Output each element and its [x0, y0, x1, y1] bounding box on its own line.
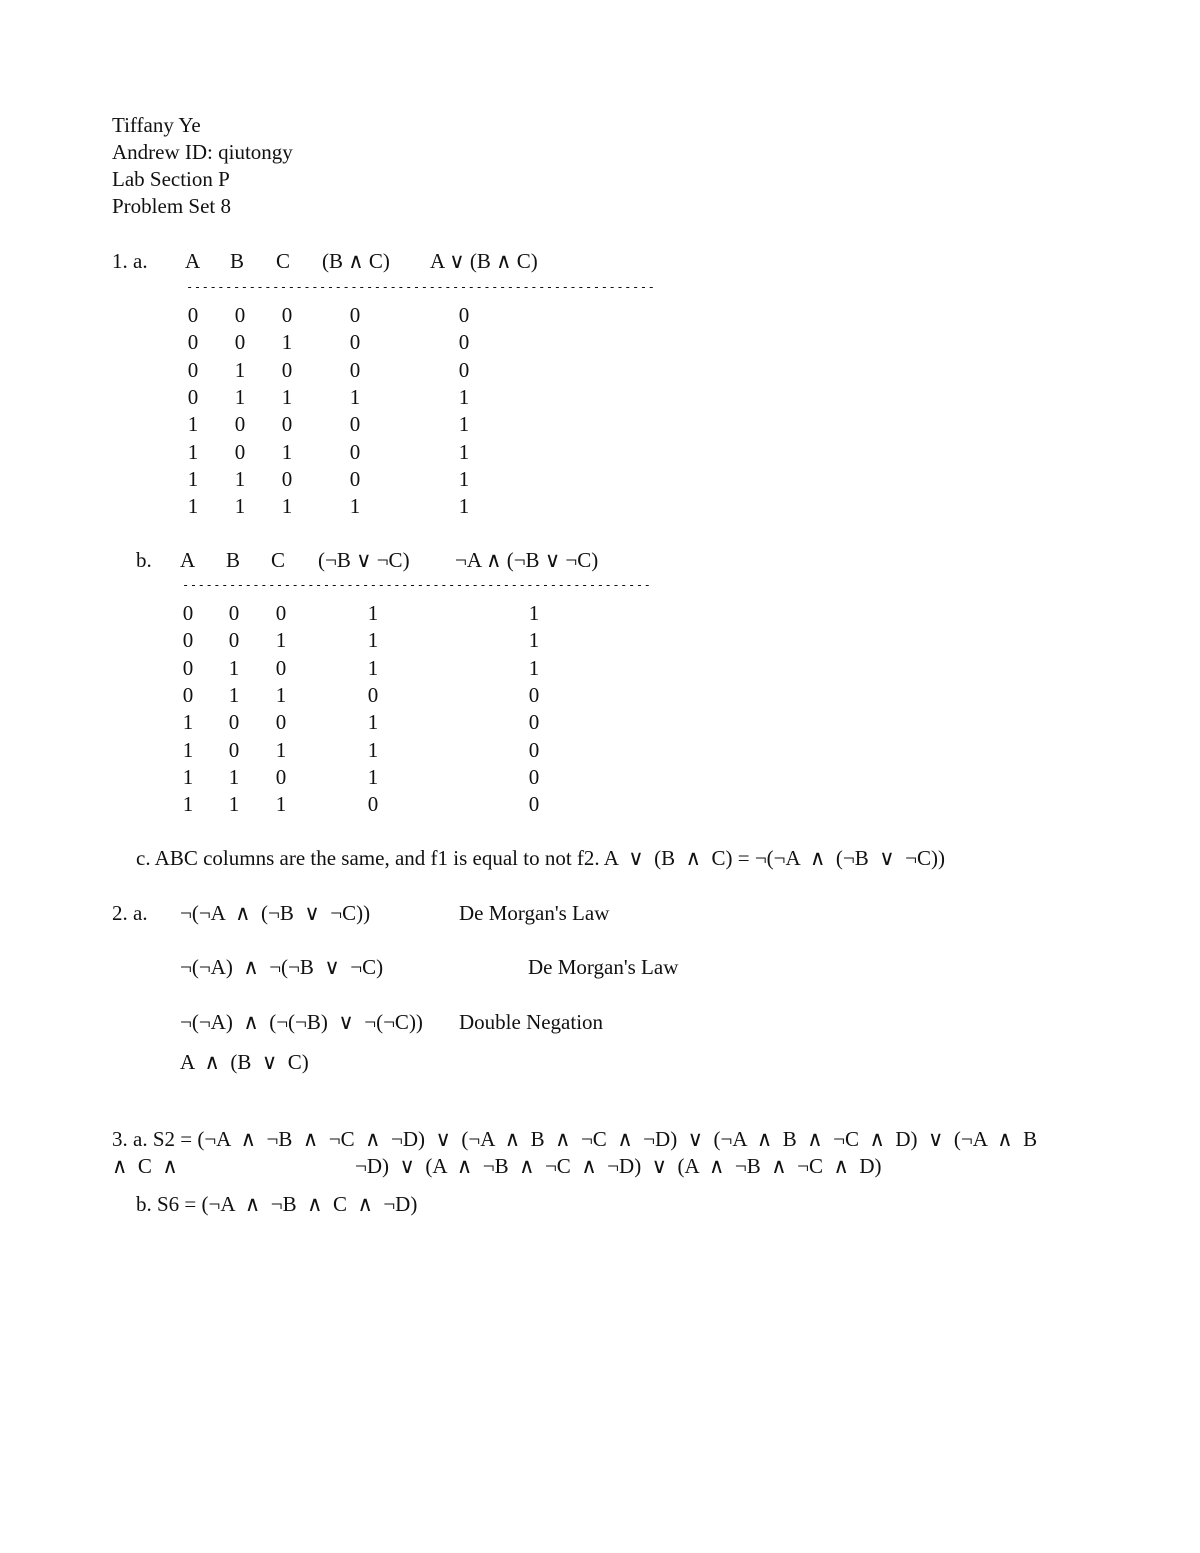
table-cell: 1 — [367, 764, 379, 789]
table-cell: 0 — [187, 303, 199, 327]
table-cell: 1 — [528, 655, 540, 680]
table-cell: 1 — [234, 357, 246, 382]
lab-section: Lab Section P — [112, 167, 230, 191]
table-cell: 0 — [281, 466, 293, 491]
table-cell: 0 — [182, 601, 194, 625]
table-cell: 0 — [234, 439, 246, 464]
table-cell: 0 — [367, 792, 379, 817]
table-cell: 1 — [234, 384, 246, 409]
table-cell: 1 — [275, 792, 287, 817]
table-cell: 0 — [349, 357, 361, 382]
table-cell: 1 — [281, 494, 293, 519]
table-cell: 1 — [228, 655, 240, 680]
proof-step-2-rule: De Morgan's Law — [528, 955, 679, 979]
table-cell: 0 — [187, 384, 199, 409]
column-header: C — [276, 249, 291, 273]
table-cell: 1 — [528, 628, 540, 653]
q3a-line-2-left: ∧ C ∧ — [112, 1154, 178, 1178]
column-header: (B ∧ C) — [322, 249, 390, 273]
table-cell: 0 — [187, 357, 199, 382]
table-cell: 1 — [228, 682, 240, 707]
table-cell: 1 — [349, 384, 361, 409]
header-divider: ------------------------------------------------------------ — [182, 578, 652, 592]
column-header: ¬A ∧ (¬B ∨ ¬C) — [455, 548, 599, 572]
column-header: A — [185, 249, 201, 273]
table-cell: 0 — [182, 628, 194, 653]
table-cell: 0 — [367, 682, 379, 707]
table-cell: 0 — [228, 710, 240, 735]
table-cell: 0 — [528, 737, 540, 762]
table-cell: 1 — [228, 764, 240, 789]
table-cell: 1 — [182, 737, 194, 762]
table-cell: 0 — [528, 682, 540, 707]
table-cell: 0 — [458, 303, 470, 327]
table-cell: 0 — [228, 737, 240, 762]
table-cell: 1 — [182, 710, 194, 735]
table-cell: 0 — [281, 412, 293, 437]
table-cell: 0 — [281, 303, 293, 327]
table-cell: 1 — [367, 628, 379, 653]
table-cell: 0 — [275, 601, 287, 625]
table-cell: 1 — [281, 384, 293, 409]
table-cell: 0 — [349, 303, 361, 327]
table-cell: 1 — [281, 330, 293, 355]
column-header: B — [226, 548, 241, 572]
q3a-line-2-right: ¬D) ∨ (A ∧ ¬B ∧ ¬C ∧ ¬D) ∨ (A ∧ ¬B ∧ ¬C ∧ D) — [355, 1154, 882, 1178]
table-cell: 0 — [234, 303, 246, 327]
table-cell: 1 — [458, 466, 470, 491]
column-header: B — [230, 249, 245, 273]
table-cell: 1 — [458, 439, 470, 464]
table-cell: 1 — [187, 494, 199, 519]
table-cell: 0 — [228, 628, 240, 653]
table-cell: 1 — [528, 601, 540, 625]
table-cell: 1 — [367, 601, 379, 625]
table-cell: 0 — [281, 357, 293, 382]
column-header: A — [180, 548, 196, 572]
table-cell: 0 — [349, 330, 361, 355]
table-cell: 0 — [458, 357, 470, 382]
q1-label: 1. a. — [112, 249, 148, 273]
table-cell: 1 — [458, 494, 470, 519]
q2-label: 2. a. — [112, 901, 148, 925]
table-cell: 0 — [275, 764, 287, 789]
table-cell: 0 — [528, 764, 540, 789]
table-cell: 0 — [275, 710, 287, 735]
column-header: C — [271, 548, 286, 572]
table-cell: 0 — [228, 601, 240, 625]
table-cell: 1 — [187, 466, 199, 491]
table-cell: 1 — [367, 655, 379, 680]
table-cell: 1 — [187, 412, 199, 437]
q3b-expression: b. S6 = (¬A ∧ ¬B ∧ C ∧ ¬D) — [136, 1192, 418, 1216]
table-cell: 0 — [234, 412, 246, 437]
proof-step-1-expr: ¬(¬A ∧ (¬B ∨ ¬C)) — [180, 901, 371, 925]
table-cell: 1 — [228, 792, 240, 817]
q1c-conclusion: c. ABC columns are the same, and f1 is equal to not f2. A ∨ (B ∧ C) = ¬(¬A ∧ (¬B ∨ ¬C)) — [136, 846, 945, 870]
table-cell: 0 — [275, 655, 287, 680]
column-header: (¬B ∨ ¬C) — [318, 548, 410, 572]
table-cell: 1 — [187, 439, 199, 464]
header-divider: ------------------------------------------------------------ — [186, 280, 656, 294]
table-cell: 0 — [528, 710, 540, 735]
table-cell: 0 — [528, 792, 540, 817]
author-name: Tiffany Ye — [112, 113, 201, 137]
table-cell: 1 — [458, 412, 470, 437]
table-cell: 0 — [349, 466, 361, 491]
table-cell: 1 — [367, 737, 379, 762]
table-cell: 1 — [349, 494, 361, 519]
proof-step-3-expr: ¬(¬A) ∧ (¬(¬B) ∨ ¬(¬C)) — [180, 1010, 423, 1034]
table-cell: 1 — [281, 439, 293, 464]
table-cell: 0 — [182, 682, 194, 707]
table-cell: 0 — [458, 330, 470, 355]
table-cell: 1 — [275, 682, 287, 707]
proof-step-2-expr: ¬(¬A) ∧ ¬(¬B ∨ ¬C) — [180, 955, 384, 979]
table-cell: 0 — [182, 655, 194, 680]
q3a-line-1: 3. a. S2 = (¬A ∧ ¬B ∧ ¬C ∧ ¬D) ∨ (¬A ∧ B ∧ ¬C ∧ ¬D) ∨ (¬A ∧ B ∧ ¬C ∧ D) ∨ (¬A ∧ B — [112, 1127, 1038, 1151]
column-header: A ∨ (B ∧ C) — [430, 249, 538, 273]
table-cell: 1 — [275, 737, 287, 762]
table-cell: 0 — [234, 330, 246, 355]
problem-set-title: Problem Set 8 — [112, 194, 231, 218]
table-cell: 1 — [458, 384, 470, 409]
proof-step-1-rule: De Morgan's Law — [459, 901, 610, 925]
table-cell: 1 — [275, 628, 287, 653]
table-cell: 1 — [182, 792, 194, 817]
table-cell: 0 — [187, 330, 199, 355]
table-cell: 0 — [349, 412, 361, 437]
proof-step-3-rule: Double Negation — [459, 1010, 604, 1034]
table-cell: 1 — [367, 710, 379, 735]
table-cell: 1 — [234, 494, 246, 519]
q1b-label: b. — [136, 548, 152, 572]
table-cell: 1 — [182, 764, 194, 789]
table-cell: 0 — [349, 439, 361, 464]
andrew-id: Andrew ID: qiutongy — [112, 140, 293, 164]
proof-step-4-expr: A ∧ (B ∨ C) — [180, 1050, 309, 1074]
table-cell: 1 — [234, 466, 246, 491]
